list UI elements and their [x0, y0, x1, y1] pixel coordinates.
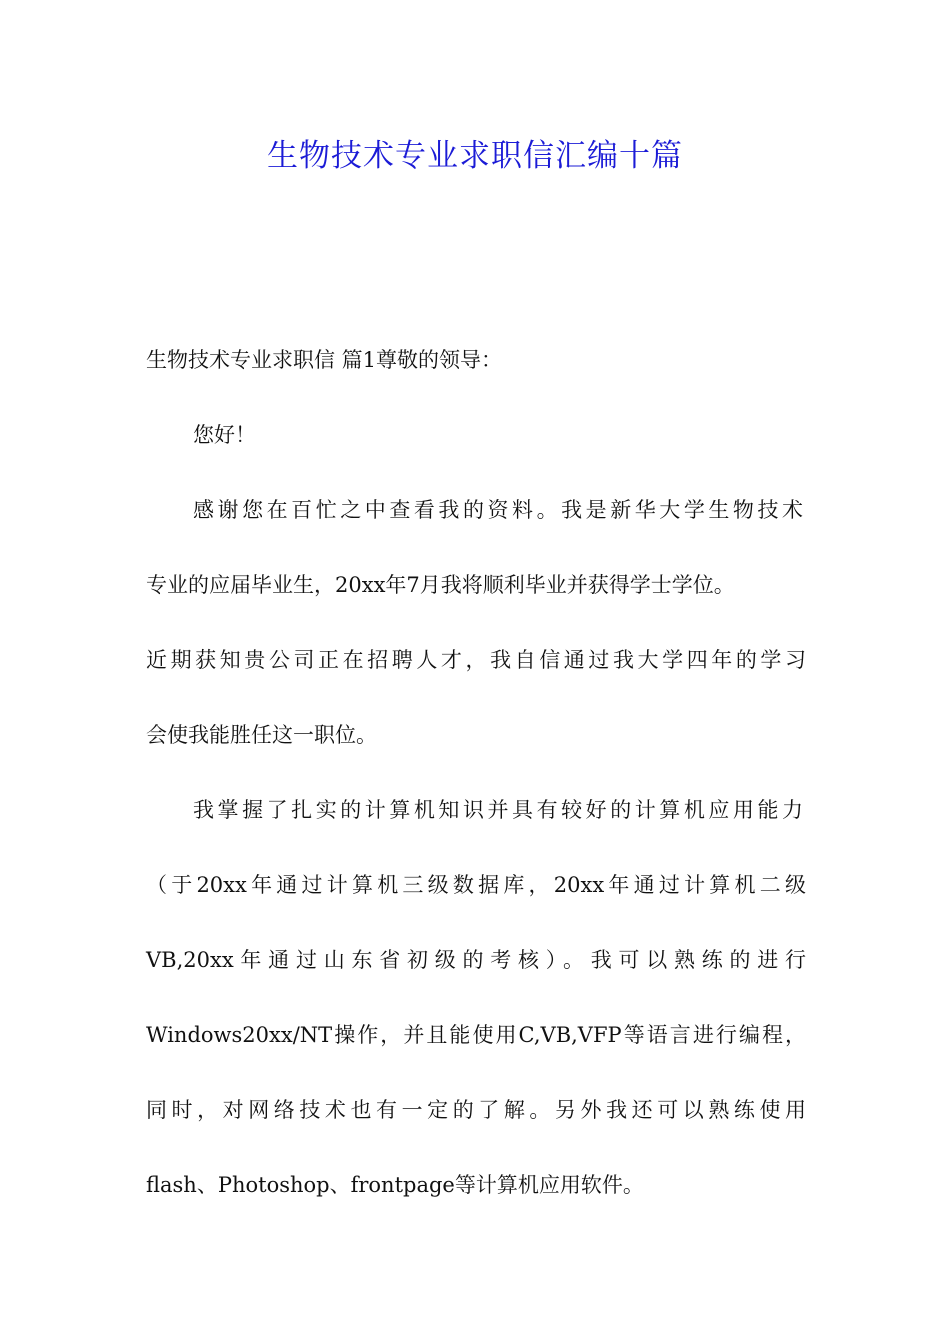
letter-heading-line: 生物技术专业求职信 篇1尊敬的领导： [146, 348, 503, 372]
paragraph-1-line-1: 感谢您在百忙之中查看我的资料。我是新华大学生物技术 [193, 498, 803, 522]
paragraph-2-line-5: 同时，对网络技术也有一定的了解。另外我还可以熟练使用 [146, 1098, 806, 1122]
paragraph-2-line-6: flash、Photoshop、frontpage等计算机应用软件。 [146, 1173, 644, 1197]
greeting-line: 您好！ [193, 423, 256, 447]
paragraph-2-line-2: （于20xx年通过计算机三级数据库，20xx年通过计算机二级 [146, 873, 806, 897]
paragraph-1-line-3: 近期获知贵公司正在招聘人才，我自信通过我大学四年的学习 [146, 648, 806, 672]
document-title: 生物技术专业求职信汇编十篇 [267, 138, 683, 174]
paragraph-1-line-4: 会使我能胜任这一职位。 [146, 723, 377, 747]
paragraph-1-line-2: 专业的应届毕业生，20xx年7月我将顺利毕业并获得学士学位。 [146, 573, 735, 597]
paragraph-2-line-1: 我掌握了扎实的计算机知识并具有较好的计算机应用能力 [193, 798, 803, 822]
paragraph-2-line-4: Windows20xx/NT操作，并且能使用C,VB,VFP等语言进行编程， [146, 1023, 806, 1047]
paragraph-2-line-3: VB,20xx年通过山东省初级的考核）。我可以熟练的进行 [146, 948, 806, 972]
